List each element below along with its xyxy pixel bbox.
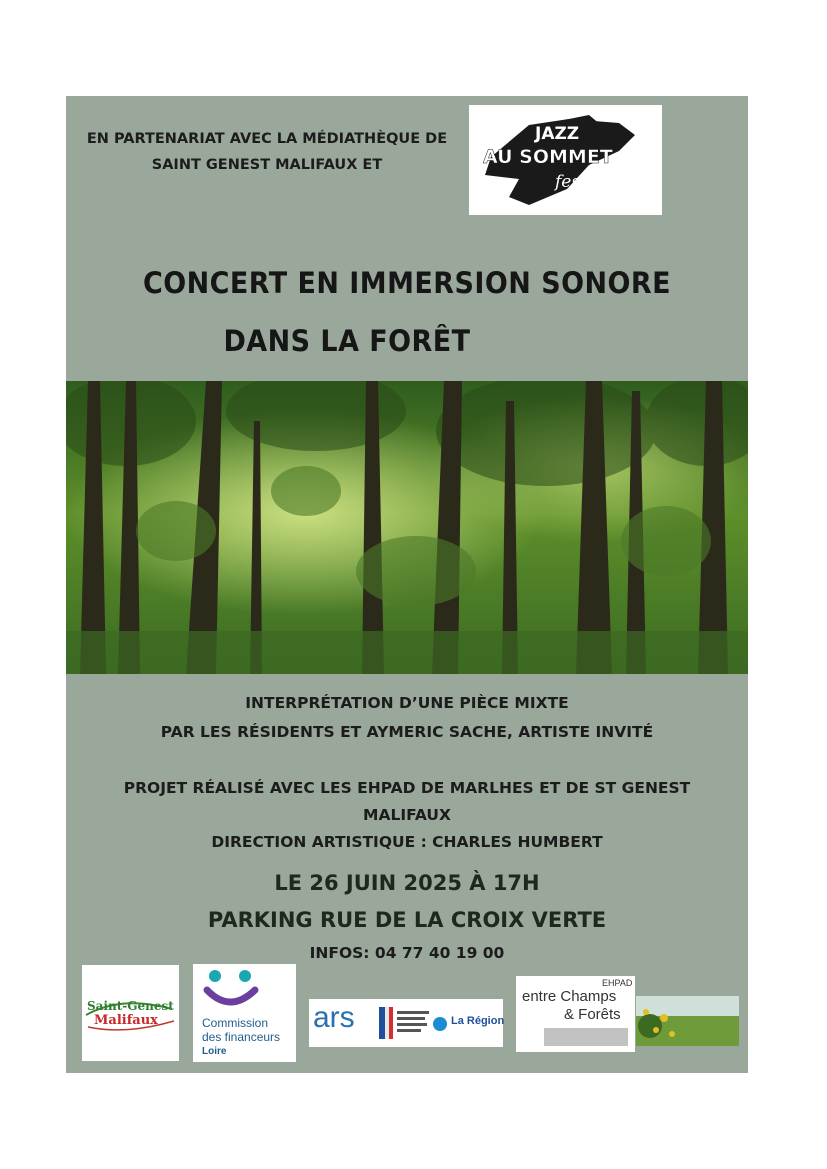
title-line-1: CONCERT EN IMMERSION SONORE <box>142 266 672 300</box>
ehpad-logo-line-1: entre Champs <box>522 988 617 1005</box>
detail-line-5: DIRECTION ARTISTIQUE : CHARLES HUMBERT <box>211 833 603 851</box>
region-logo-text: La Région <box>451 1015 505 1027</box>
detail-line-2: PAR LES RÉSIDENTS ET AYMERIC SACHE, ARTISTE INVITÉ <box>160 723 654 741</box>
detail-line-4: MALIFAUX <box>363 806 451 824</box>
title-line-2: DANS LA FORÊT <box>223 324 471 358</box>
ehpad-entre-champs-forets-logo <box>516 976 635 1052</box>
ars-region-logos <box>309 999 503 1047</box>
cdf-logo-line-3: Loire <box>202 1046 227 1057</box>
meadow-photo <box>636 996 739 1046</box>
jazz-logo-brush-shape <box>469 105 662 215</box>
partnership-line-1: EN PARTENARIAT AVEC LA MÉDIATHÈQUE DE <box>86 131 448 147</box>
commission-des-financeurs-logo <box>193 964 296 1062</box>
partnership-line-2: SAINT GENEST MALIFAUX ET <box>151 157 383 173</box>
jazz-au-sommet-logo <box>469 105 662 215</box>
event-place: PARKING RUE DE LA CROIX VERTE <box>207 908 607 932</box>
cdf-logo-line-1: Commission <box>202 1016 269 1030</box>
saint-genest-malifaux-logo <box>82 965 179 1061</box>
event-poster <box>66 96 748 1073</box>
detail-line-3: PROJET RÉALISÉ AVEC LES EHPAD DE MARLHES ET DE ST GENEST <box>123 779 691 797</box>
ehpad-logo-label: EHPAD <box>602 978 633 988</box>
ehpad-logo-line-2: & Forêts <box>564 1006 621 1023</box>
cdf-logo-line-2: des financeurs <box>202 1030 281 1044</box>
ars-logo-text: ars <box>313 1001 355 1034</box>
jazz-logo-word-festival: festival <box>555 172 618 192</box>
sgm-logo-line-2: Malifaux <box>94 1013 158 1028</box>
jazz-logo-word-jazz: JAZZ <box>535 124 580 144</box>
detail-line-1: INTERPRÉTATION D’UNE PIÈCE MIXTE <box>245 694 569 712</box>
event-infos: INFOS: 04 77 40 19 00 <box>309 944 505 962</box>
event-date: LE 26 JUIN 2025 À 17H <box>274 871 540 895</box>
sgm-logo-line-1: Saint-Genest <box>87 999 174 1013</box>
partnership-text <box>66 126 468 178</box>
jazz-logo-word-au-sommet: AU SOMMET <box>483 146 613 168</box>
forest-photo <box>66 381 748 674</box>
